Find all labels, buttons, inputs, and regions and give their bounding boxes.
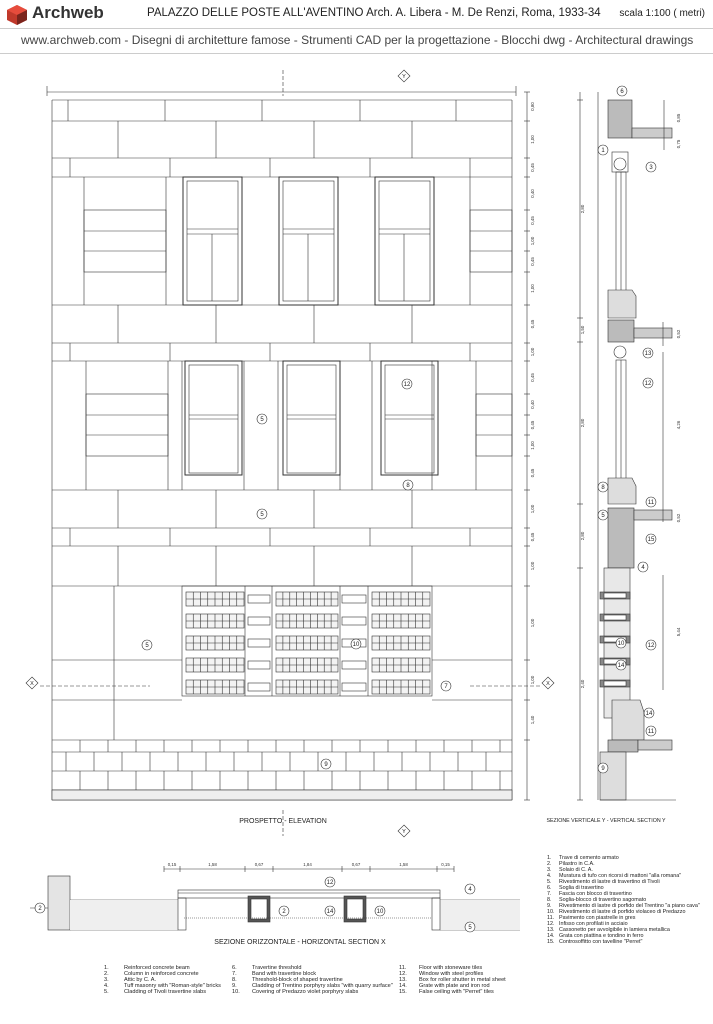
elevation-dimension: 0,40	[530, 400, 535, 409]
section-callout	[644, 708, 654, 718]
header	[0, 0, 713, 28]
hsection-callout	[325, 906, 335, 916]
vertical-section	[580, 92, 676, 800]
legend-item: 11. Pavimento con piastrelle in gres	[547, 915, 636, 921]
legend-item: 10. Covering of Predazzo violet porphyry slabs	[232, 989, 359, 996]
svg-text:5: 5	[145, 643, 149, 649]
elevation-dimension: 1,00	[530, 284, 535, 293]
hsection-callout	[465, 884, 475, 894]
svg-text:4: 4	[468, 887, 472, 893]
svg-text:9: 9	[601, 766, 605, 772]
horizontal-dimension: 0,15	[167, 862, 177, 867]
legend-item: 15. False ceiling with "Perret" tiles	[399, 989, 494, 996]
archweb-logo-icon[interactable]	[6, 4, 28, 26]
svg-text:8: 8	[601, 485, 605, 491]
horizontal-dimension: 0,67	[254, 862, 264, 867]
svg-text:5: 5	[601, 513, 605, 519]
section-callout	[616, 660, 626, 670]
section-callout	[643, 378, 653, 388]
elevation-callout	[402, 379, 412, 389]
legend-item: 10. Rivestimento di lastre di porfido violaceo di Predazzo	[547, 909, 686, 915]
svg-text:10: 10	[376, 909, 384, 915]
elevation-dimension: 0,45	[530, 373, 535, 382]
legend-item: 2. Pilastro in C.A.	[547, 861, 595, 867]
section-callout	[598, 510, 608, 520]
legend-item: 9. Rivestimento di lastre di porfido del Trentino "a piano cava"	[547, 903, 700, 909]
elevation-dimension: 0,40	[530, 189, 535, 198]
legend-item: 3. Attic by C. A.	[104, 977, 157, 984]
horizontal-dimension: 0,15	[441, 862, 450, 867]
legend-item: 8. Soglia-blocco di travertino sagomato	[547, 897, 647, 903]
horizontal-section	[30, 866, 520, 930]
section-callout	[598, 763, 608, 773]
legend-column	[232, 965, 397, 995]
section-dimension: 2,80	[580, 204, 585, 214]
svg-text:2: 2	[282, 909, 286, 915]
legend-item: 7. Fascia con blocco di travertino	[547, 891, 632, 897]
hsection-callout	[279, 906, 289, 916]
svg-text:Y: Y	[402, 829, 406, 835]
svg-text:12: 12	[403, 382, 411, 388]
legend-item: 1. Trave di cemento armato	[547, 855, 619, 861]
svg-text:15: 15	[647, 537, 655, 543]
elevation-dimension: 1,00	[530, 441, 535, 450]
elevation-dimension: 0,45	[530, 532, 535, 542]
section-callout	[598, 145, 608, 155]
svg-text:8: 8	[406, 483, 410, 489]
svg-text:13: 13	[644, 351, 652, 357]
brand-name[interactable]: Archweb	[32, 3, 104, 22]
vertical-section-caption: SEZIONE VERTICALE Y - VERTICAL SECTION Y	[546, 818, 666, 824]
svg-text:X: X	[546, 681, 550, 687]
elevation-dimension: 1,00	[530, 504, 535, 514]
svg-text:5: 5	[468, 925, 472, 931]
hsection-callout	[465, 922, 475, 932]
elevation-dimension: 1,00	[530, 618, 535, 628]
section-dimension: 2,80	[580, 418, 585, 428]
legend-item: 14. Grata con piattina e tondino in ferro	[547, 933, 644, 939]
svg-text:12: 12	[644, 381, 652, 387]
section-dimension: 2,80	[580, 531, 585, 541]
horizontal-dimension: 1,84	[303, 862, 312, 867]
upper-windows	[183, 177, 434, 305]
horizontal-dimension: 1,58	[208, 862, 217, 867]
hsection-callout	[375, 906, 385, 916]
legend-item: 9. Cladding of Trentino porphyry slabs "with quarry surface"	[232, 983, 393, 990]
section-callout	[646, 640, 656, 650]
svg-text:2: 2	[38, 906, 42, 912]
elevation-callout	[142, 640, 152, 650]
horizontal-dimension: 0,67	[351, 862, 361, 867]
svg-text:3: 3	[649, 165, 653, 171]
section-marker	[398, 825, 410, 837]
section-right-dimension: 5,44	[676, 627, 681, 637]
legend-item: 14. Grate with plate and iron rod	[399, 983, 490, 990]
section-callout	[598, 482, 608, 492]
legend-italian	[547, 855, 712, 945]
elevation-dimension: 0,80	[530, 102, 535, 111]
elevation-callout	[351, 639, 361, 649]
section-callout	[646, 497, 656, 507]
svg-text:1: 1	[601, 148, 605, 154]
scale-label: scala 1:100 ( metri)	[619, 8, 705, 19]
legend-item: 7. Band with travertine block	[232, 971, 317, 978]
section-right-dimension: 0,52	[676, 329, 681, 339]
legend-item: 3. Solaio di C. A.	[547, 867, 593, 873]
legend-item: 5. Cladding of Tivoli travertine slabs	[104, 989, 207, 996]
legend-item: 13. Cassonetto per avvolgibile in lamiera metallica	[547, 927, 670, 933]
horizontal-section-caption: SEZIONE ORIZZONTALE - HORIZONTAL SECTION X	[214, 939, 386, 946]
section-callout	[646, 162, 656, 172]
svg-text:9: 9	[324, 762, 328, 768]
section-right-dimension: 0,52	[676, 513, 681, 523]
elevation-callout	[257, 509, 267, 519]
section-callout	[638, 562, 648, 572]
site-tagline[interactable]: www.archweb.com - Disegni di architetture famose - Strumenti CAD per la progettazione - Blocchi dwg - Architectural drawings	[21, 33, 694, 47]
svg-text:10: 10	[617, 641, 625, 647]
legend-item: 6. Soglia di travertino	[547, 885, 604, 891]
elevation-dimension: 0,45	[530, 216, 535, 225]
porphyry-base	[52, 740, 512, 790]
elevation-dimension: 1,00	[530, 675, 535, 685]
section-callout	[646, 534, 656, 544]
legend-item: 4. Tuff masonry with "Roman-style" bricks	[104, 983, 221, 990]
elevation-dimension: 0,45	[530, 257, 535, 266]
hsection-callout	[35, 903, 45, 913]
svg-text:7: 7	[444, 684, 448, 690]
legend-item: 1. Reinforced concrete beam	[104, 965, 190, 971]
drawing-title: PALAZZO DELLE POSTE ALL'AVENTINO Arch. A. Libera - M. De Renzi, Roma, 1933-34	[147, 7, 601, 19]
section-callout	[646, 726, 656, 736]
section-marker	[542, 677, 554, 689]
legend-item: 15. Controsoffitto con tavelline "Perret"	[547, 939, 643, 945]
legend-item: 4. Muratura di tufo con ricorsi di mattoni "alla romana"	[547, 873, 682, 879]
subheader-bar	[0, 28, 713, 54]
elevation-caption: PROSPETTO - ELEVATION	[239, 818, 327, 825]
svg-text:12: 12	[647, 643, 655, 649]
legend-item: 8. Threshold-block of shaped travertine	[232, 977, 343, 984]
section-right-dimension: 0,85	[676, 113, 681, 123]
section-dimension: 1,50	[580, 325, 585, 335]
legend-column	[399, 965, 564, 995]
section-callout	[616, 638, 626, 648]
legend-item: 2. Column in reinforced concrete	[104, 971, 199, 978]
svg-text:X: X	[30, 681, 34, 687]
legend-item: 11. Floor with stoneware tiles	[399, 965, 483, 971]
legend-item: 13. Box for roller shutter in metal sheet	[399, 977, 506, 984]
legend-item: 12. Window with steel profiles	[399, 971, 484, 978]
svg-text:14: 14	[645, 711, 653, 717]
svg-text:14: 14	[326, 909, 334, 915]
legend-item: 6. Travertine threshold	[232, 965, 302, 971]
svg-text:Y: Y	[402, 74, 406, 80]
elevation-callout	[441, 681, 451, 691]
grate-panels	[182, 586, 432, 696]
elevation-dimension: 0,45	[530, 468, 535, 478]
svg-text:12: 12	[326, 880, 334, 886]
svg-text:11: 11	[647, 729, 655, 735]
elevation-dimension: 1,00	[530, 236, 535, 246]
svg-text:5: 5	[260, 417, 264, 423]
section-callout	[617, 86, 627, 96]
elevation-callout	[257, 414, 267, 424]
elevation	[40, 70, 540, 836]
elevation-dimension: 0,45	[530, 420, 535, 430]
elevation-dimension: 1,40	[530, 715, 535, 725]
section-right-dimension: 0,75	[676, 139, 681, 149]
section-marker	[26, 677, 38, 689]
lower-windows	[185, 361, 438, 475]
svg-text:4: 4	[641, 565, 645, 571]
section-dimension: 2,40	[580, 679, 585, 689]
elevation-dimension: 1,00	[530, 135, 535, 144]
svg-text:6: 6	[620, 89, 624, 95]
horizontal-dimension: 1,58	[399, 862, 408, 867]
hsection-callout	[325, 877, 335, 887]
elevation-callout	[321, 759, 331, 769]
legend-item: 12. Infisso con profilati in acciaio	[547, 921, 628, 927]
svg-text:5: 5	[260, 512, 264, 518]
svg-text:10: 10	[352, 642, 360, 648]
section-callout	[643, 348, 653, 358]
section-marker	[398, 70, 410, 82]
elevation-dimension: 0,45	[530, 319, 535, 329]
legend-item: 5. Rivestimento di lastre di travertino di Tivoli	[547, 879, 660, 885]
elevation-dimension: 0,45	[530, 163, 535, 172]
elevation-dimension: 1,00	[530, 561, 535, 571]
elevation-dimension: 1,00	[530, 347, 535, 357]
elevation-callout	[403, 480, 413, 490]
svg-text:14: 14	[617, 663, 625, 669]
svg-text:11: 11	[647, 500, 655, 506]
section-right-dimension: 4,26	[676, 420, 681, 430]
